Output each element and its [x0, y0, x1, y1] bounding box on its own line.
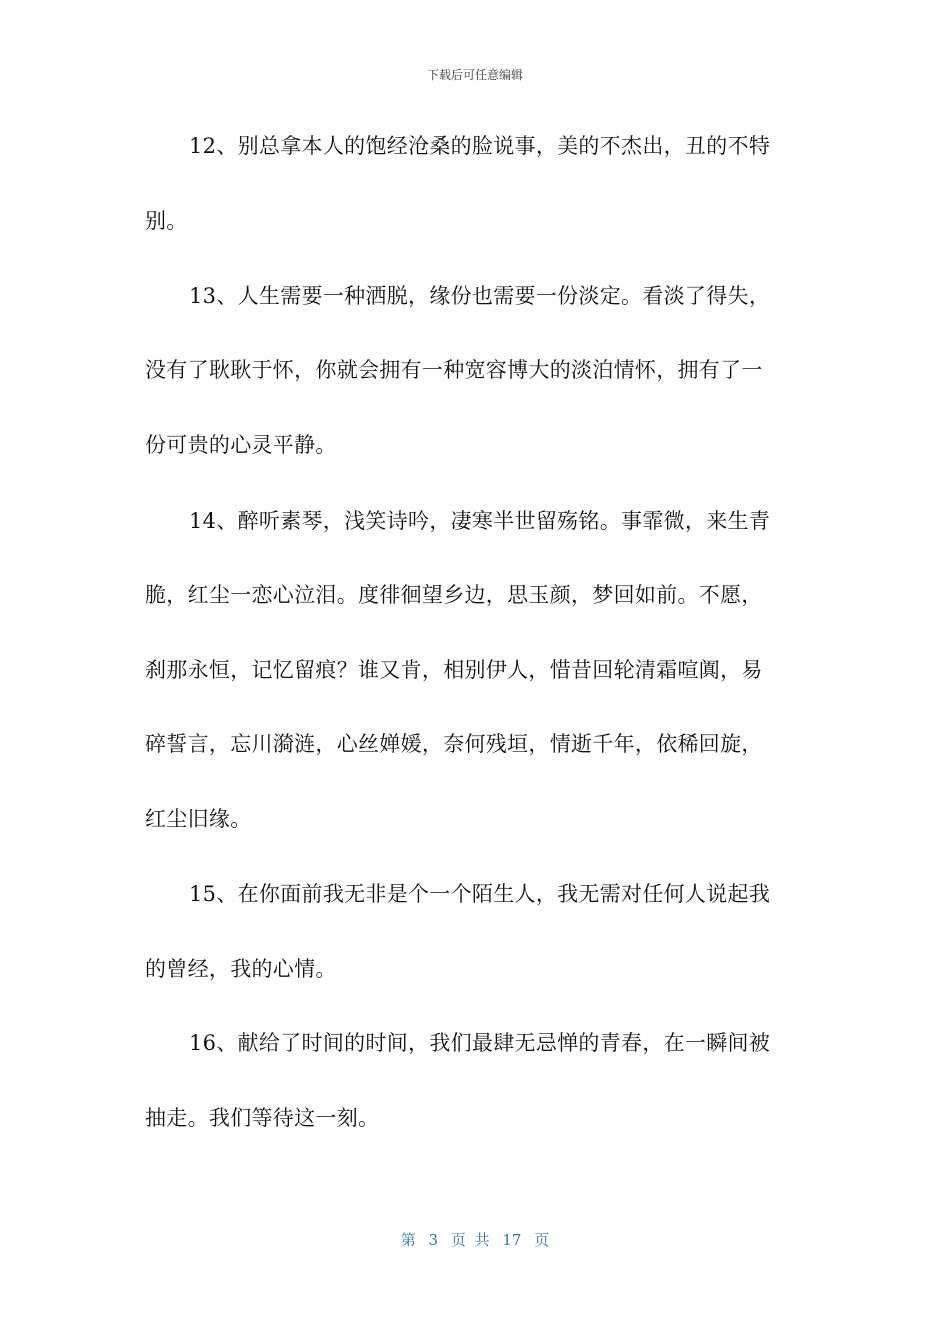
paragraph-15-line-1: 15、在你面前我无非是个一个陌生人，我无需对任何人说起我	[189, 882, 771, 906]
footer-prefix: 第	[400, 1231, 416, 1249]
footer-total-pages: 17	[502, 1231, 522, 1249]
page-header: 下载后可任意编辑	[426, 68, 523, 82]
paragraph-14-line-5: 红尘旧缘。	[145, 807, 252, 831]
paragraph-12-line-1: 12、别总拿本人的饱经沧桑的脸说事，美的不杰出，丑的不特	[189, 134, 771, 158]
paragraph-15-line-2: 的曾经，我的心情。	[145, 957, 337, 981]
paragraph-14-line-1: 14、醉听素琴，浅笑诗吟，凄寒半世留殇铭。事霏微，来生青	[189, 509, 771, 533]
footer-suffix: 页	[534, 1231, 550, 1249]
paragraph-13-line-3: 份可贵的心灵平静。	[145, 433, 337, 457]
paragraph-12-line-2: 别。	[145, 209, 188, 233]
paragraph-14-line-2: 脆，红尘一恋心泣泪。度徘徊望乡边，思玉颜，梦回如前。不愿，	[145, 583, 763, 607]
paragraph-16-line-2: 抽走。我们等待这一刻。	[145, 1106, 380, 1130]
paragraph-16-line-1: 16、献给了时间的时间，我们最肆无忌惮的青春，在一瞬间被	[189, 1031, 771, 1055]
paragraph-14-line-4: 碎誓言，忘川漪涟，心丝婵媛，奈何残垣，情逝千年，依稀回旋，	[145, 732, 763, 756]
paragraph-13-line-2: 没有了耿耿于怀，你就会拥有一种宽容博大的淡泊情怀，拥有了一	[145, 358, 763, 382]
paragraph-14-line-3: 刹那永恒，记忆留痕？谁又肯，相别伊人，惜昔回轮清霜喧阗，易	[145, 658, 763, 682]
footer-current-page: 3	[428, 1231, 439, 1249]
paragraph-13-line-1: 13、人生需要一种洒脱，缘份也需要一份淡定。看淡了得失，	[189, 284, 771, 308]
page-footer	[0, 1229, 950, 1250]
footer-middle: 页 共	[450, 1231, 490, 1249]
